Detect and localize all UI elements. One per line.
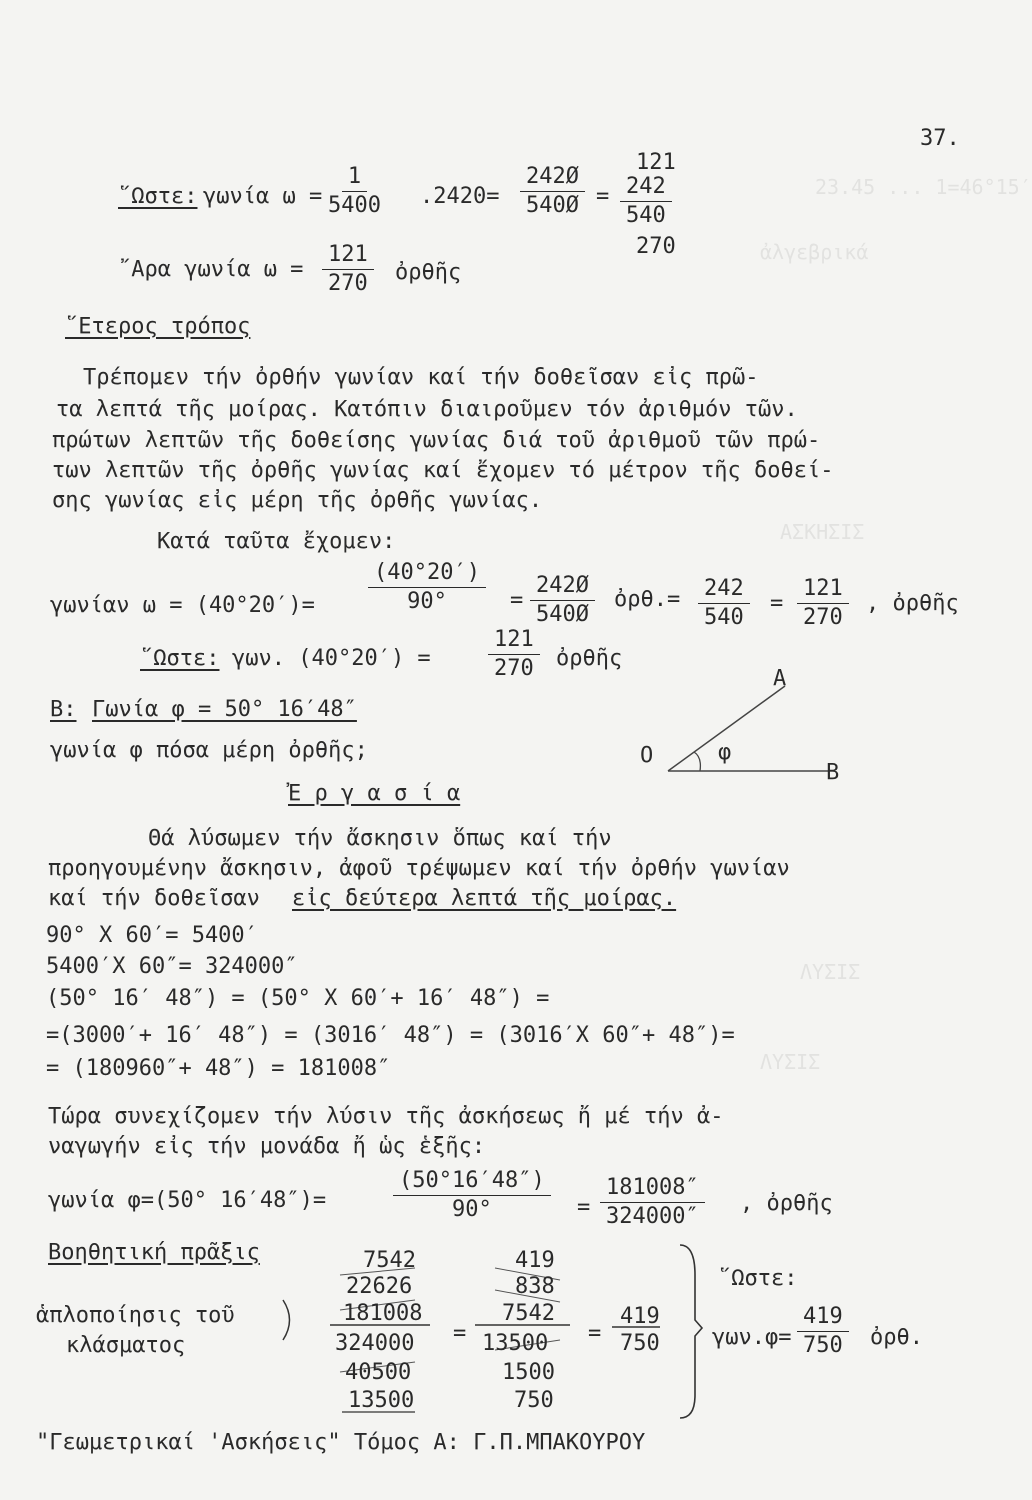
col1-number: 13500: [348, 1388, 415, 1413]
fraction-denominator: 540Ø: [536, 602, 589, 627]
fraction-numerator: 419: [620, 1304, 660, 1329]
col1-number: 324000: [335, 1331, 415, 1356]
calc-line: =(3000′+ 16′ 48″) = (3016′ 48″) = (3016′X 60″+ 48″)=: [46, 1023, 735, 1048]
paragraph-line: σης γωνίας εἰς μέρη τῆς ὀρθῆς γωνίας.: [52, 488, 543, 513]
col1-number: 7542: [363, 1248, 416, 1273]
fraction-numerator: 1: [342, 166, 367, 192]
col1-number: 22626: [346, 1274, 413, 1299]
cancel-top-121: 121: [636, 150, 676, 175]
paragraph-line: πρώτων λεπτῶν τῆς δοθείσης γωνίας διά τοῦ ἀριθμοῦ τῶν πρώ-: [52, 428, 821, 453]
fraction-numerator: 121: [322, 244, 374, 270]
point-o-label: Ο: [640, 743, 654, 768]
paragraph-line: Θά λύσωμεν τήν ἄσκησιν ὅπως καί τήν: [148, 826, 612, 851]
fraction-numerator: (40°20′): [368, 562, 486, 588]
orthis-text: , ὀρθῆς: [866, 591, 959, 616]
fraction-numerator: 242: [698, 578, 750, 604]
kata-tauta-text: Κατά ταῦτα ἔχομεν:: [157, 529, 396, 554]
fraction-denominator: 90°: [407, 589, 447, 614]
fraction-denominator: 270: [803, 605, 843, 630]
fraction-denominator: 750: [803, 1333, 843, 1358]
col2-number: 750: [514, 1388, 554, 1413]
equals-sign: =: [596, 184, 610, 209]
equation-lhs: γωνίαν ω = (40°20′)=: [50, 593, 315, 618]
fraction-numerator: 181008″: [600, 1177, 705, 1203]
col1-number: 40500: [345, 1360, 412, 1385]
calc-line: 90° X 60′= 5400′: [46, 923, 258, 948]
orth-text: ὀρθ.: [870, 1325, 923, 1350]
hoste-label: ῞Ωστε:: [118, 184, 198, 209]
footer-citation: "Γεωμετρικαί 'Ασκήσεις" Τόμος Α: Γ.Π.ΜΠΑΚΟΥΡΟΥ: [36, 1430, 646, 1455]
fraction-denominator: 270: [494, 656, 534, 681]
paragraph-line: ναγωγήν εἰς τήν μονάδα ἤ ὡς ἑξῆς:: [48, 1134, 486, 1159]
orthis-text: , ὀρθῆς: [740, 1191, 833, 1216]
ara-text: ῎Αρα γωνία ω =: [118, 257, 304, 282]
ergasia-heading: Ἐ ρ γ α σ ί α: [288, 781, 461, 806]
equation-lhs: γωνία φ=(50° 16′48″)=: [48, 1188, 327, 1213]
result-text: γων.φ=: [712, 1325, 792, 1350]
section-b-title: Γωνία φ = 50° 16′48″: [92, 697, 357, 722]
equals-sign: =: [453, 1321, 467, 1346]
fraction-denominator: 540Ø: [526, 193, 579, 218]
paragraph-underlined: εἰς δεύτερα λεπτά τῆς μοίρας.: [292, 886, 677, 911]
section-b-label: Β:: [50, 697, 77, 722]
fraction-denominator: 540: [704, 605, 744, 630]
calc-line: = (180960″+ 48″) = 181008″: [46, 1056, 391, 1081]
page-number: 37.: [920, 126, 960, 151]
angle-omega-text: γωνία ω =: [203, 184, 323, 209]
calc-line: (50° 16′ 48″) = (50° X 60′+ 16′ 48″) =: [46, 986, 550, 1011]
col2-number: 838: [515, 1274, 555, 1299]
fraction-numerator: 121: [797, 578, 849, 604]
paragraph-line: προηγουμένην ἄσκησιν, ἀφοῦ τρέψωμεν καί τήν ὀρθήν γωνίαν: [48, 856, 790, 881]
fraction-numerator: (50°16′48″): [393, 1170, 551, 1196]
simplification-label: κλάσματος: [66, 1333, 186, 1358]
col2-number: 13500: [482, 1331, 549, 1356]
col2-number: 7542: [502, 1301, 555, 1326]
hoste-label: ῞Ωστε:: [140, 646, 220, 671]
equals-sign: =: [510, 588, 524, 613]
fraction-numerator: 242Ø: [530, 575, 595, 601]
orthis-text: ὀρθῆς: [395, 260, 462, 285]
col2-number: 1500: [502, 1360, 555, 1385]
fraction-numerator: 419: [797, 1306, 849, 1332]
fraction-419-750: [797, 1306, 849, 1357]
orthis-text: ὀρθῆς: [556, 646, 623, 671]
point-b-label: Β: [826, 760, 840, 785]
hoste-label: ῞Ωστε:: [718, 1266, 798, 1291]
multiplication-text: .2420=: [420, 184, 500, 209]
paragraph-line: των λεπτῶν τῆς ὀρθῆς γωνίας καί ἔχομεν τό μέτρον τῆς δοθεί-: [52, 458, 834, 483]
equals-sign: =: [588, 1321, 602, 1346]
equation-text: γων. (40°20′) =: [232, 646, 431, 671]
fraction-denominator: 750: [620, 1331, 660, 1356]
paragraph-line: καί τήν δοθεῖσαν: [48, 886, 260, 911]
cancel-bottom-270: 270: [636, 234, 676, 259]
fraction-numerator: 242Ø: [520, 166, 585, 192]
fraction-denominator: 270: [328, 271, 368, 296]
point-a-label: Α: [773, 666, 787, 691]
paragraph-line: Τρέπομεν τήν ὀρθήν γωνίαν καί τήν δοθεῖσαν εἰς πρῶ-: [83, 365, 759, 390]
heading-other-method: ῞Ετερος τρόπος: [65, 314, 251, 339]
fraction-denominator: 5400: [328, 193, 381, 218]
paragraph-line: τα λεπτά τῆς μοίρας. Κατόπιν διαιροῦμεν τόν ἀριθμόν τῶν.: [56, 397, 798, 422]
equals-sign: =: [770, 591, 784, 616]
fraction-denominator: 90°: [451, 1197, 492, 1222]
fraction-denominator: 324000″: [606, 1204, 699, 1229]
fraction-numerator: 121: [488, 629, 540, 655]
orth-text: ὀρθ.=: [614, 587, 681, 612]
col1-number: 181008: [343, 1301, 423, 1326]
simplification-label: ἁπλοποίησις τοῦ: [36, 1303, 235, 1328]
calc-line: 5400′X 60″= 324000″: [46, 954, 298, 979]
equals-sign: =: [577, 1195, 591, 1220]
paragraph-line: Τώρα συνεχίζομεν τήν λύσιν τῆς ἀσκήσεως ἤ μέ τήν ἀ-: [48, 1104, 724, 1129]
fraction-numerator: 242: [620, 176, 672, 202]
col2-number: 419: [515, 1248, 555, 1273]
aux-heading: Βοηθητική πρᾶξις: [48, 1240, 260, 1265]
phi-label: φ: [718, 740, 732, 765]
question-text: γωνία φ πόσα μέρη ὀρθῆς;: [50, 738, 368, 763]
fraction-denominator: 540: [626, 203, 666, 228]
